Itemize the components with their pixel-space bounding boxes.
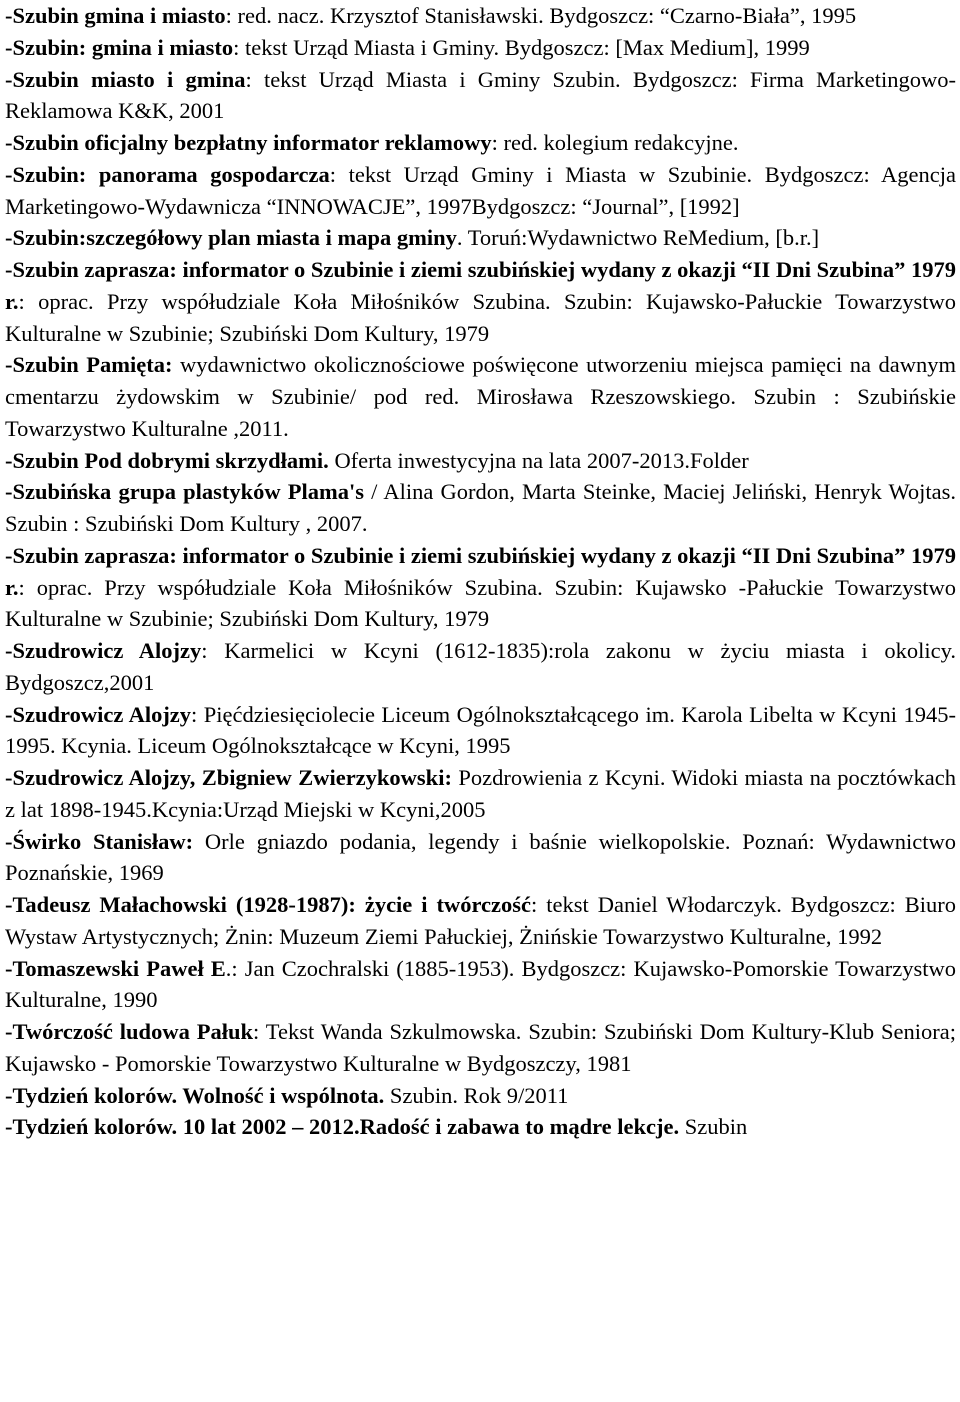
entry-details: .: Jan Czochralski (1885-1953). Bydgoszcz: Kujawsko-Pomorskie Towarzystwo Kulturalne, 1990 xyxy=(5,955,956,1013)
entry-heading: -Szudrowicz Alojzy xyxy=(5,701,192,727)
bibliography-entry xyxy=(5,64,956,128)
bibliography-entry xyxy=(5,32,956,64)
entry-details: : red. nacz. Krzysztof Stanisławski. Bydgoszcz: “Czarno-Biała”, 1995 xyxy=(225,3,857,28)
entry-details: Orle gniazdo podania, legendy i baśnie wielkopolskie. Poznań: Wydawnictwo Poznańskie, 1969 xyxy=(5,828,957,886)
entry-heading: -Szubin gmina i miasto xyxy=(5,3,226,28)
entry-details: : tekst Daniel Włodarczyk. Bydgoszcz: Biuro Wystaw Artystycznych; Żnin: Muzeum Ziemi Pałuckiej, Żnińskie Towarzystwo Kulturalne, 1992 xyxy=(5,892,956,949)
entry-details: Pozdrowienia z Kcyni. Widoki miasta na pocztówkach z lat 1898-1945.Kcynia:Urząd Miejski w Kcyni,2005 xyxy=(5,765,956,822)
entry-heading: -Szubin zaprasza: informator o Szubinie i ziemi szubińskiej wydany z okazji “II Dni Szubina” 1979 r. xyxy=(5,257,956,314)
bibliography-entry xyxy=(5,826,956,890)
entry-details: : oprac. Przy współudziale Koła Miłośników Szubina. Szubin: Kujawsko-Pałuckie Towarzystwo Kulturalne w Szubinie; Szubiński Dom Kultury, 1979 xyxy=(5,288,956,346)
entry-heading: -Szudrowicz Alojzy, Zbigniew Zwierzykowski: xyxy=(5,765,452,790)
bibliography-entry xyxy=(5,445,956,477)
entry-details: : red. kolegium redakcyjne. xyxy=(491,130,739,155)
entry-heading: -Szubin miasto i gmina xyxy=(5,66,246,92)
entry-details: Szubin. Rok 9/2011 xyxy=(384,1082,569,1108)
entry-details: / Alina Gordon, Marta Steinke, Maciej Jeliński, Henryk Wojtas. Szubin : Szubiński Dom Kultury , 2007. xyxy=(5,479,956,536)
bibliography-entry xyxy=(5,540,956,635)
bibliography-entry xyxy=(5,349,956,444)
entry-details: : Tekst Wanda Szkulmowska. Szubin: Szubiński Dom Kultury-Klub Seniora; Kujawsko - Pomorskie Towarzystwo Kulturalne w Bydgoszczy, 1981 xyxy=(5,1019,956,1076)
entry-heading: -Szudrowicz Alojzy xyxy=(5,638,202,663)
bibliography-entry xyxy=(5,159,956,223)
bibliography-entry xyxy=(5,1016,956,1080)
entry-heading: -Świrko Stanisław: xyxy=(5,828,194,854)
bibliography-entry xyxy=(5,699,956,763)
entry-details: : tekst Urząd Miasta i Gminy. Bydgoszcz: [Max Medium], 1999 xyxy=(233,34,810,60)
entry-heading: -Tomaszewski Paweł E xyxy=(5,955,226,981)
entry-heading: -Tydzień kolorów. 10 lat 2002 – 2012.Radość i zabawa to mądre lekcje. xyxy=(5,1114,680,1140)
bibliography-entry xyxy=(5,476,956,540)
bibliography-entry xyxy=(5,762,956,826)
entry-heading: -Szubin oficjalny bezpłatny informator reklamowy xyxy=(5,130,492,155)
bibliography-entry xyxy=(5,127,956,159)
entry-details: : tekst Urząd Miasta i Gminy Szubin. Bydgoszcz: Firma Marketingowo-Reklamowa K&K, 2001 xyxy=(5,66,956,124)
bibliography-entry xyxy=(5,1111,956,1143)
bibliography-entry xyxy=(5,635,956,699)
entry-heading: -Tadeusz Małachowski (1928-1987): życie i twórczość xyxy=(5,892,532,917)
entry-heading: -Szubin zaprasza: informator o Szubinie i ziemi szubińskiej wydany z okazji “II Dni Szubina” 1979 r. xyxy=(5,542,956,600)
entry-heading: -Szubin:szczegółowy plan miasta i mapa gminy xyxy=(5,225,457,251)
bibliography-entry xyxy=(5,0,956,32)
entry-details: wydawnictwo okolicznościowe poświęcone utworzeniu miejsca pamięci na dawnym cmentarzu żydowskim w Szubinie/ pod red. Mirosława Rzeszowskiego. Szubin : Szubińskie Towarzystwo Kulturalne ,2011. xyxy=(5,352,957,441)
entry-details: : oprac. Przy współudziale Koła Miłośników Szubina. Szubin: Kujawsko -Pałuckie Towarzystwo Kulturalne w Szubinie; Szubiński Dom Kultury, 1979 xyxy=(5,574,956,632)
entry-details: Oferta inwestycyjna na lata 2007-2013.Folder xyxy=(328,447,749,473)
entry-details: : Karmelici w Kcyni (1612-1835):rola zakonu w życiu miasta i okolicy. Bydgoszcz,2001 xyxy=(5,638,956,695)
entry-heading: -Twórczość ludowa Pałuk xyxy=(5,1019,254,1044)
bibliography-entry xyxy=(5,254,956,349)
bibliography-entry xyxy=(5,1080,956,1112)
entry-heading: -Szubińska grupa plastyków Plama's xyxy=(5,479,365,505)
entry-heading: -Szubin Pamięta: xyxy=(5,352,173,378)
entry-details: : Pięćdziesięciolecie Liceum Ogólnokształcącego im. Karola Libelta w Kcyni 1945-1995. Kcynia. Liceum Ogólnokształcące w Kcyni, 1995 xyxy=(5,701,956,759)
entry-details: : tekst Urząd Gminy i Miasta w Szubinie. Bydgoszcz: Agencja Marketingowo-Wydawnicza “INNOWACJE”, 1997Bydgoszcz: “Journal”, [1992] xyxy=(5,161,956,219)
entry-heading: -Szubin Pod dobrymi skrzydłami. xyxy=(5,447,329,473)
entry-details: Szubin xyxy=(679,1114,748,1140)
entry-heading: -Tydzień kolorów. Wolność i wspólnota. xyxy=(5,1082,385,1108)
entry-heading: -Szubin: panorama gospodarcza xyxy=(5,161,330,187)
bibliography-entry xyxy=(5,222,956,254)
entry-heading: -Szubin: gmina i miasto xyxy=(5,34,234,60)
bibliography-entry xyxy=(5,953,956,1017)
bibliography-entry xyxy=(5,889,956,953)
entry-details: . Toruń:Wydawnictwo ReMedium, [b.r.] xyxy=(456,225,820,251)
